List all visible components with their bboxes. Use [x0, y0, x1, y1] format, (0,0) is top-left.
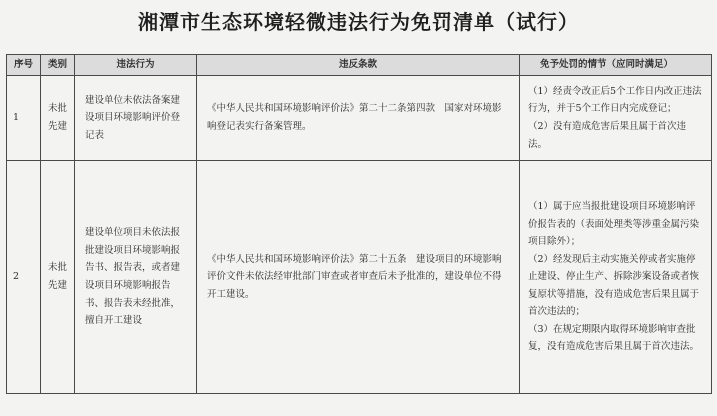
- row-type: 未批先建: [41, 161, 75, 394]
- document-title: 湘潭市生态环境轻微违法行为免罚清单（试行）: [138, 10, 579, 34]
- row-law: 《中华人民共和国环境影响评价法》第二十五条 建设项目的环境影响评价文件未依法经审批部门审查或者审查后未予批准的，建设单位不得开工建设。: [197, 161, 520, 394]
- row-no: 2: [7, 161, 41, 394]
- measure-item: （1）属于应当报批建设项目环境影响评价报告表的（表面处理类等涉重金属污染项目除外）；: [528, 200, 700, 248]
- table-row: [7, 161, 712, 394]
- row-law: 《中华人民共和国环境影响评价法》第二十二条第四款 国家对环境影响登记表实行备案管理。: [197, 76, 520, 161]
- row-act: 建设单位未依法备案建设项目环境影响评价登记表: [75, 76, 197, 161]
- measure-item: （1）经责令改正后5个工作日内改正违法行为，并于5个工作日内完成登记；: [528, 85, 702, 115]
- row-measures: [520, 76, 712, 161]
- table-row: [7, 76, 712, 161]
- measure-item: （2）没有造成危害后果且属于首次违法。: [528, 121, 687, 150]
- table-header-row: [7, 55, 712, 76]
- header-law: 违反条款: [197, 55, 520, 76]
- row-measures: [520, 161, 712, 394]
- exemption-table: [6, 54, 712, 394]
- row-type: 未批先建: [41, 76, 75, 161]
- measure-item: （2）经发现后主动实施关停或者实施停止建设、停止生产、拆除涉案设备或者恢复原状等措施，没有造成危害后果且属于首次违法的；: [528, 253, 700, 318]
- header-measure: 免予处罚的情节（应同时满足）: [520, 55, 712, 76]
- row-no: 1: [7, 76, 41, 161]
- measure-item: （3）在规定期限内取得环境影响审查批复，没有造成危害后果且属于首次违法。: [528, 323, 700, 353]
- header-no: 序号: [7, 55, 41, 76]
- header-type: 类别: [41, 55, 75, 76]
- header-act: 违法行为: [75, 55, 197, 76]
- row-act: 建设单位项目未依法报批建设项目环境影响报告书、报告表，或者建设项目环境影响报告书、报告表未经批准，擅自开工建设: [75, 161, 197, 394]
